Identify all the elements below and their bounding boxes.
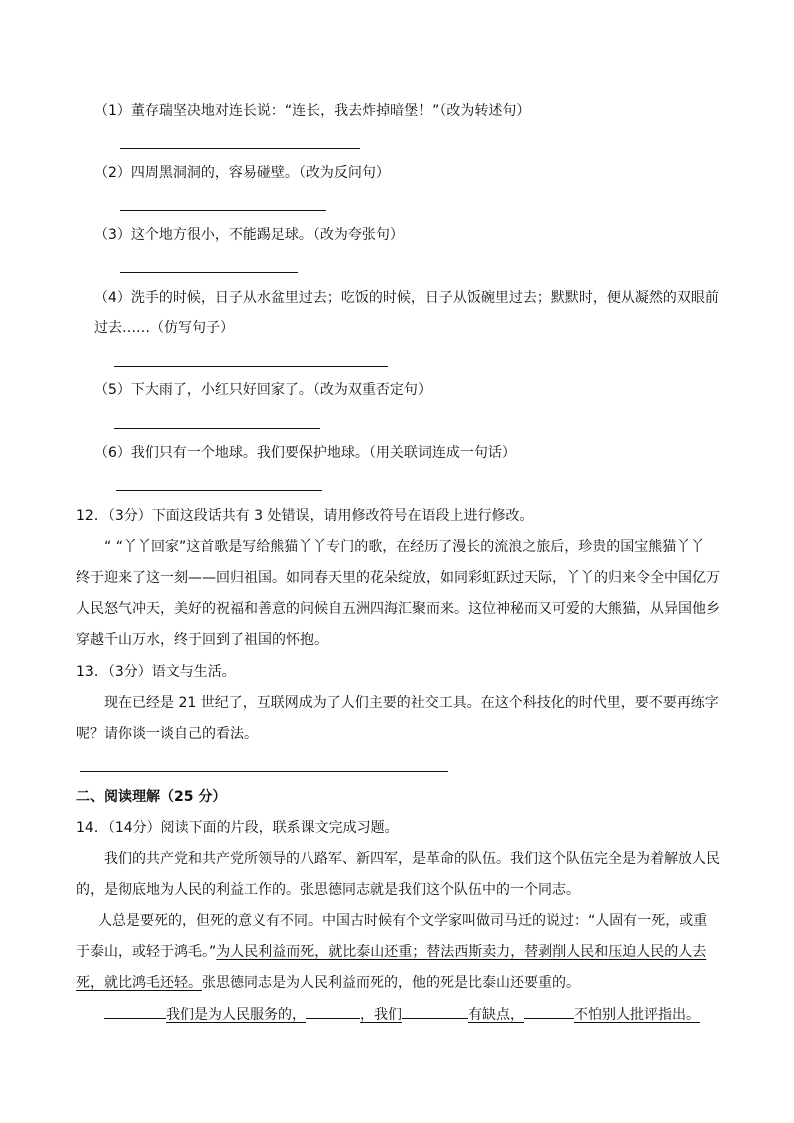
q13-para-line2: 呢？请你谈一谈自己的看法。 [76,726,258,742]
q13-para-line1: 现在已经是 21 世纪了，互联网成为了人们主要的社交工具。在这个科技化的时代里，要不要再练字 [104,695,719,711]
q11-item-4-line2: 过去……（仿写句子） [94,320,234,336]
fill-blank-4[interactable] [524,1004,574,1019]
q12-para-line2: 终于迎来了这一刻——回归祖国。如同春天里的花朵绽放，如同彩虹跃过天际，丫丫的归来令全中国亿万 [76,570,720,586]
q11-item-5: （5）下大雨了，小红只好回家了。（改为双重否定句） [94,382,432,398]
q12-para-line4: 穿越千山万水，终于回到了祖国的怀抱。 [76,632,328,648]
answer-line-6[interactable] [116,490,322,491]
q11-item-3: （3）这个地方很小，不能踢足球。（改为夸张句） [94,227,404,243]
section-2-title: 二、阅读理解（25 分） [76,789,227,805]
fill-segment-4: 不怕别人批评指出。 [574,1007,700,1023]
q11-item-1: （1）董存瑞坚决地对连长说：“连长，我去炸掉暗堡！”（改为转述句） [94,103,531,119]
answer-line-13[interactable] [80,771,448,772]
answer-line-4[interactable] [114,366,388,367]
q14-heading: 14．（14分）阅读下面的片段，联系课文完成习题。 [76,820,399,836]
q12-heading: 12．（3分）下面这段话共有 3 处错误，请用修改符号在语段上进行修改。 [76,508,534,524]
fill-blank-2[interactable] [306,1004,360,1019]
q14-para2-tail: 张思德同志是为人民利益而死的，他的死是比泰山还要重的。 [202,975,580,991]
q11-item-6: （6）我们只有一个地球。我们要保护地球。（用关联词连成一句话） [94,445,516,461]
q11-item-2: （2）四周黑洞洞的，容易碰壁。（改为反问句） [94,165,390,181]
q14-para1-line1: 我们的共产党和共产党所领导的八路军、新四军，是革命的队伍。我们这个队伍完全是为着解放人民 [104,851,720,867]
q14-fill-blank-line [104,1004,700,1025]
q14-underlined-sentence-part2: 死，就比鸿毛还轻。 [76,975,202,991]
q14-para2-line2 [76,942,706,962]
q12-para-line3: 人民怒气冲天，美好的祝福和善意的问候自五洲四海汇聚而来。这位神秘而又可爱的大熊猫，从异国他乡 [76,601,720,617]
q13-heading: 13．（3分）语文与生活。 [76,664,236,680]
q14-para2-line3 [76,973,580,993]
answer-line-1[interactable] [120,148,360,149]
q14-para1-line2: 的，是彻底地为人民的利益工作的。张思德同志就是我们这个队伍中的一个同志。 [76,882,580,898]
q12-para-line1: “ “丫丫回家”这首歌是写给熊猫丫丫专门的歌，在经历了漫长的流浪之旅后，珍贵的国宝熊猫丫丫 [104,539,705,555]
q14-underlined-sentence-part1: 为人民利益而死，就比泰山还重；替法西斯卖力，替剥削人民和压迫人民的人去 [216,944,707,960]
fill-segment-3: 有缺点， [468,1007,524,1023]
answer-line-2[interactable] [120,210,326,211]
q14-para2-line1: 人总是要死的，但死的意义有不同。中国古时候有个文学家叫做司马迁的说过：“人固有一死，或重 [98,913,708,929]
fill-segment-1: 我们是为人民服务的， [166,1007,306,1023]
q14-para2-quote-end: 于泰山，或轻于鸿毛。” [76,944,217,960]
answer-line-3[interactable] [120,272,298,273]
fill-segment-2: ，我们 [360,1007,402,1023]
q11-item-4-line1: （4）洗手的时候，日子从水盆里过去；吃饭的时候，日子从饭碗里过去；默默时，便从凝然的双眼前 [94,290,719,306]
fill-blank-3[interactable] [402,1004,468,1019]
answer-line-5[interactable] [114,428,320,429]
fill-blank-1[interactable] [104,1004,166,1019]
